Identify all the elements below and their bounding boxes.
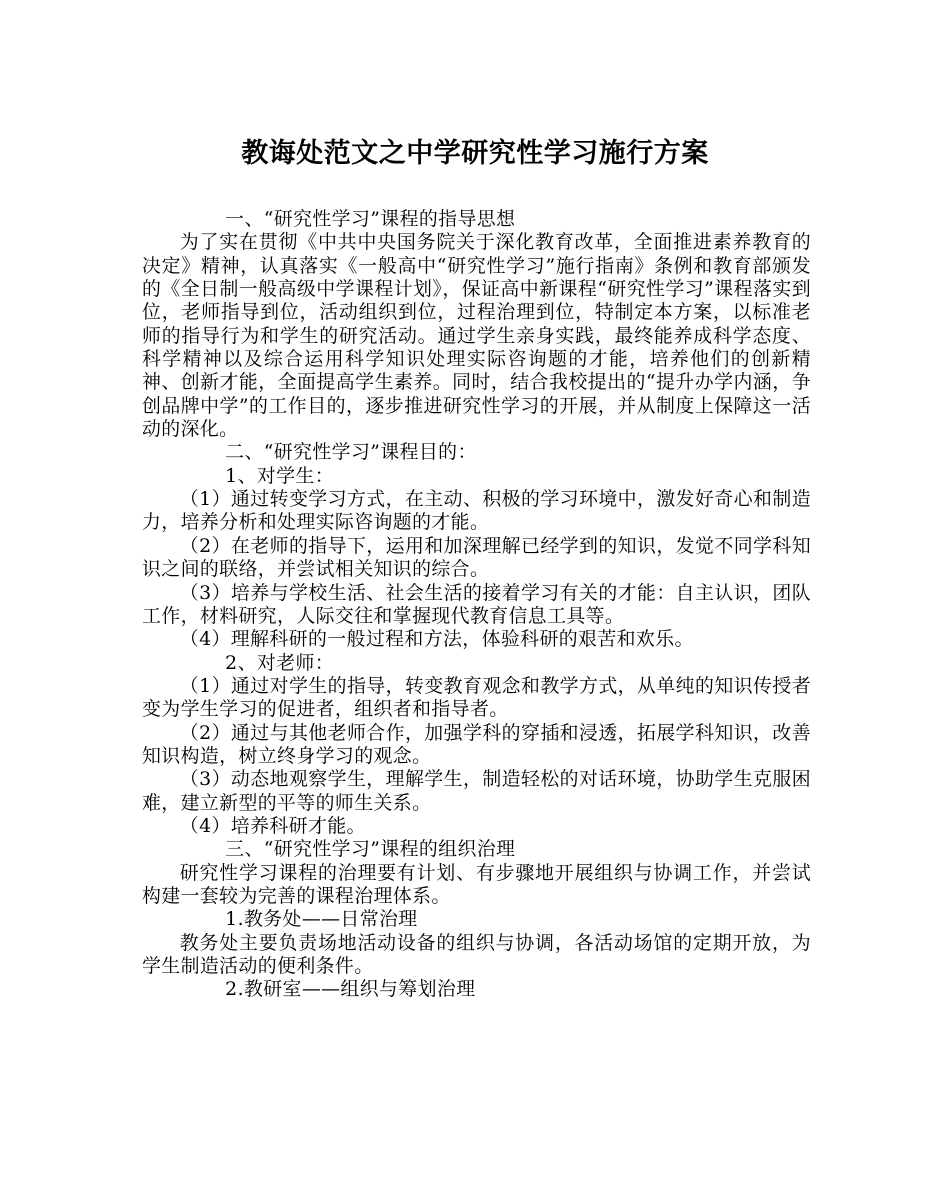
body-paragraph: （1）通过对学生的指导，转变教育观念和教学方式，从单纯的知识传授者变为学生学习的促进者，组织者和指导者。 bbox=[142, 674, 811, 721]
body-paragraph: 研究性学习课程的治理要有计划、有步骤地开展组织与协调工作，并尝试构建一套较为完善的课程治理体系。 bbox=[142, 861, 811, 907]
body-paragraph: 为了实在贯彻《中共中央国务院关于深化教育改革，全面推进素养教育的决定》精神，认真落实《一般高中“研究性学习”施行指南》条例和教育部颁发的《全日制一般高级中学课程计划》，保证高中新课程“研究性学习”课程落实到位，老师指导到位，活动组织到位，过程治理到位，特制定本方案，以标准老师的指导行为和学生的研究活动。通过学生亲身实践，最终能养成科学态度、科学精神以及综合运用科学知识处理实际咨询题的才能，培养他们的创新精神、创新才能，全面提高学生素养。同时，结合我校提出的“提升办学内涵，争创品牌中学”的工作目的，逐步推进研究性学习的开展，并从制度上保障这一活动的深化。 bbox=[142, 231, 811, 441]
body-paragraph: （4）培养科研才能。 bbox=[179, 814, 366, 837]
body-paragraph: （2）通过与其他老师合作，加强学科的穿插和浸透，拓展学科知识，改善知识构造，树立终身学习的观念。 bbox=[142, 721, 811, 767]
body-paragraph: （3）动态地观察学生，理解学生，制造轻松的对话环境，协助学生克服困难，建立新型的平等的师生关系。 bbox=[142, 768, 811, 814]
section-heading: 2.教研室——组织与筹划治理 bbox=[225, 978, 476, 1001]
section-heading: 二、“研究性学习”课程目的： bbox=[225, 441, 477, 464]
section-heading: 1、对学生： bbox=[225, 464, 335, 487]
body-paragraph: 教务处主要负责场地活动设备的组织与协调，各活动场馆的定期开放，为学生制造活动的便利条件。 bbox=[142, 931, 811, 977]
section-heading: 2、对老师： bbox=[225, 651, 335, 674]
section-heading: 一、“研究性学习”课程的指导思想 bbox=[225, 208, 516, 230]
document-body bbox=[142, 208, 811, 1002]
body-paragraph: （4）理解科研的一般过程和方法，体验科研的艰苦和欢乐。 bbox=[179, 628, 694, 651]
document-title: 教诲处范文之中学研究性学习施行方案 bbox=[241, 138, 709, 169]
body-paragraph: （2）在老师的指导下，运用和加深理解已经学到的知识，发觉不同学科知识之间的联络，并尝试相关知识的综合。 bbox=[142, 534, 811, 581]
section-heading: 1.教务处——日常治理 bbox=[225, 908, 418, 931]
body-paragraph: （3）培养与学校生活、社会生活的接着学习有关的才能：自主认识，团队工作，材料研究，人际交往和掌握现代教育信息工具等。 bbox=[142, 581, 811, 627]
section-heading: 三、“研究性学习”课程的组织治理 bbox=[225, 838, 516, 861]
body-paragraph: （1）通过转变学习方式，在主动、积极的学习环境中，激发好奇心和制造力，培养分析和处理实际咨询题的才能。 bbox=[142, 488, 811, 534]
